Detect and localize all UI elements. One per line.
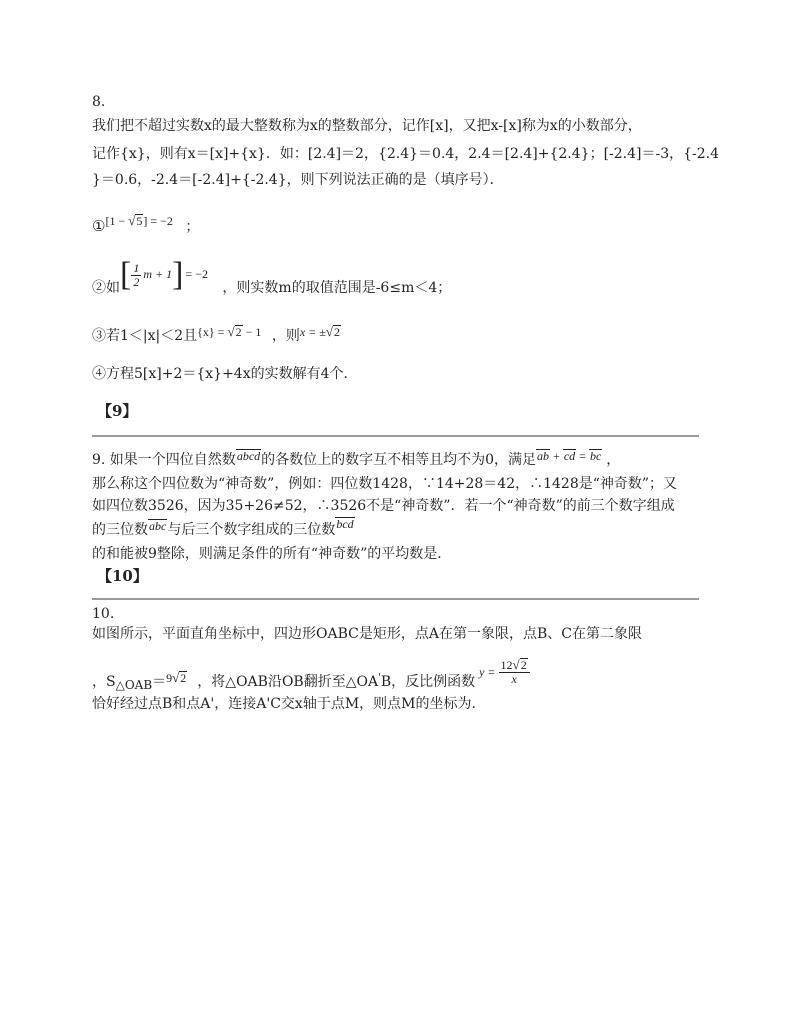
q10-l2-text-c: ，将△OAB沿OB翻折至△OA (197, 674, 379, 690)
q9-line-3: 如四位数3526，因为35+26≠52，∴3526不是“神奇数”．若一个“神奇数”的前三个数字组成 (92, 498, 675, 514)
q10-area-formula: 9√2 (166, 670, 187, 685)
q9-line-4 (92, 517, 355, 540)
q9-line-2: 那么称这个四位数为“神奇数”，例如：四位数1428，∵14+28＝42，∴1428是“神奇数”；又 (92, 476, 678, 492)
item-1-marker: ① (92, 217, 106, 235)
divider-2 (92, 598, 699, 600)
q10-line-1: 如图所示，平面直角坐标中，四边形OABC是矩形，点A在第一象限，点B、C在第二象限 (92, 626, 642, 642)
q8-answer-tag: 【9】 (97, 402, 138, 420)
q9-l1-text-c: ， (606, 452, 621, 468)
q10-l2-text-a: ，S (92, 674, 116, 690)
q9-l1-text-b: 的各数位上的数字互不相等且均不为0，满足 (261, 452, 537, 468)
q10-line-3: 恰好经过点B和点A'，连接A'C交x轴于点M，则点M的坐标为. (92, 696, 476, 712)
item-2-marker: ②如 (92, 280, 120, 296)
q9-l1-text-a: 9. 如果一个四位自然数 (92, 452, 236, 468)
q10-l2-text-b: ＝ (152, 674, 167, 690)
divider-1 (92, 435, 699, 437)
q10-area-subscript: △OAB (115, 678, 153, 692)
item-3-formula-b: x = ±√2 (299, 324, 340, 339)
q10-l2-text-d: B，反比例函数 (380, 674, 476, 690)
q8-item-3 (92, 326, 341, 346)
q8-line-3: }＝0.6，-2.4＝[-2.4]+{-2.4}，则下列说法正确的是（填序号）． (92, 172, 504, 188)
item-3-formula-a: {x} = √2 − 1 (197, 324, 262, 339)
q9-abcd-formula: abcd (236, 449, 261, 463)
item-1-tail: ； (185, 219, 200, 235)
q10-prime-mark: ' (378, 672, 381, 684)
q10-function-formula: y = $\frac{12√2}{x}$ (479, 658, 530, 686)
q9-answer-tag: 【10】 (97, 567, 148, 585)
q9-line-1 (92, 450, 620, 470)
q9-l4-text-b: 与后三个数字组成的三位数 (167, 522, 336, 538)
q10-number: 10. (92, 606, 115, 622)
item-1-formula: [1 − √5] = −2 (105, 213, 173, 228)
q10-line-2 (92, 657, 530, 696)
q9-l4-text-a: 的三位数 (92, 522, 148, 538)
q9-line-5: 的和能被9整除，则满足条件的所有“神奇数”的平均数是． (92, 546, 452, 562)
q9-abc-formula: abc (149, 519, 167, 533)
q8-item-4: ④方程5[x]+2＝{x}+4x的实数解有4个． (92, 366, 358, 382)
q8-item-2 (92, 258, 451, 298)
item-2-tail: ，则实数m的取值范围是-6≤m＜4； (222, 280, 452, 296)
q8-line-1: 我们把不超过实数x的最大整数称为x的整数部分，记作[x]，又把x-[x]称为x的小数部分， (92, 118, 642, 134)
q8-number: 8. (92, 94, 106, 110)
q8-line-2: 记作{x}，则有x＝[x]+{x}．如：[2.4]＝2，{2.4}＝0.4，2.4＝[2.4]+{2.4}；[-2.4]＝-3，{-2.4 (92, 146, 720, 162)
item-2-formula: [ $\frac{1}{2}$ m + 1] = −2 (120, 256, 208, 294)
item-3-marker: ③若1＜|x|＜2且 (92, 328, 198, 344)
q9-condition-formula: ab + cd = bc (537, 449, 602, 463)
q9-bcd-formula: bcd (336, 517, 354, 531)
item-3-mid: ，则 (271, 328, 300, 344)
q8-item-1 (92, 213, 200, 237)
